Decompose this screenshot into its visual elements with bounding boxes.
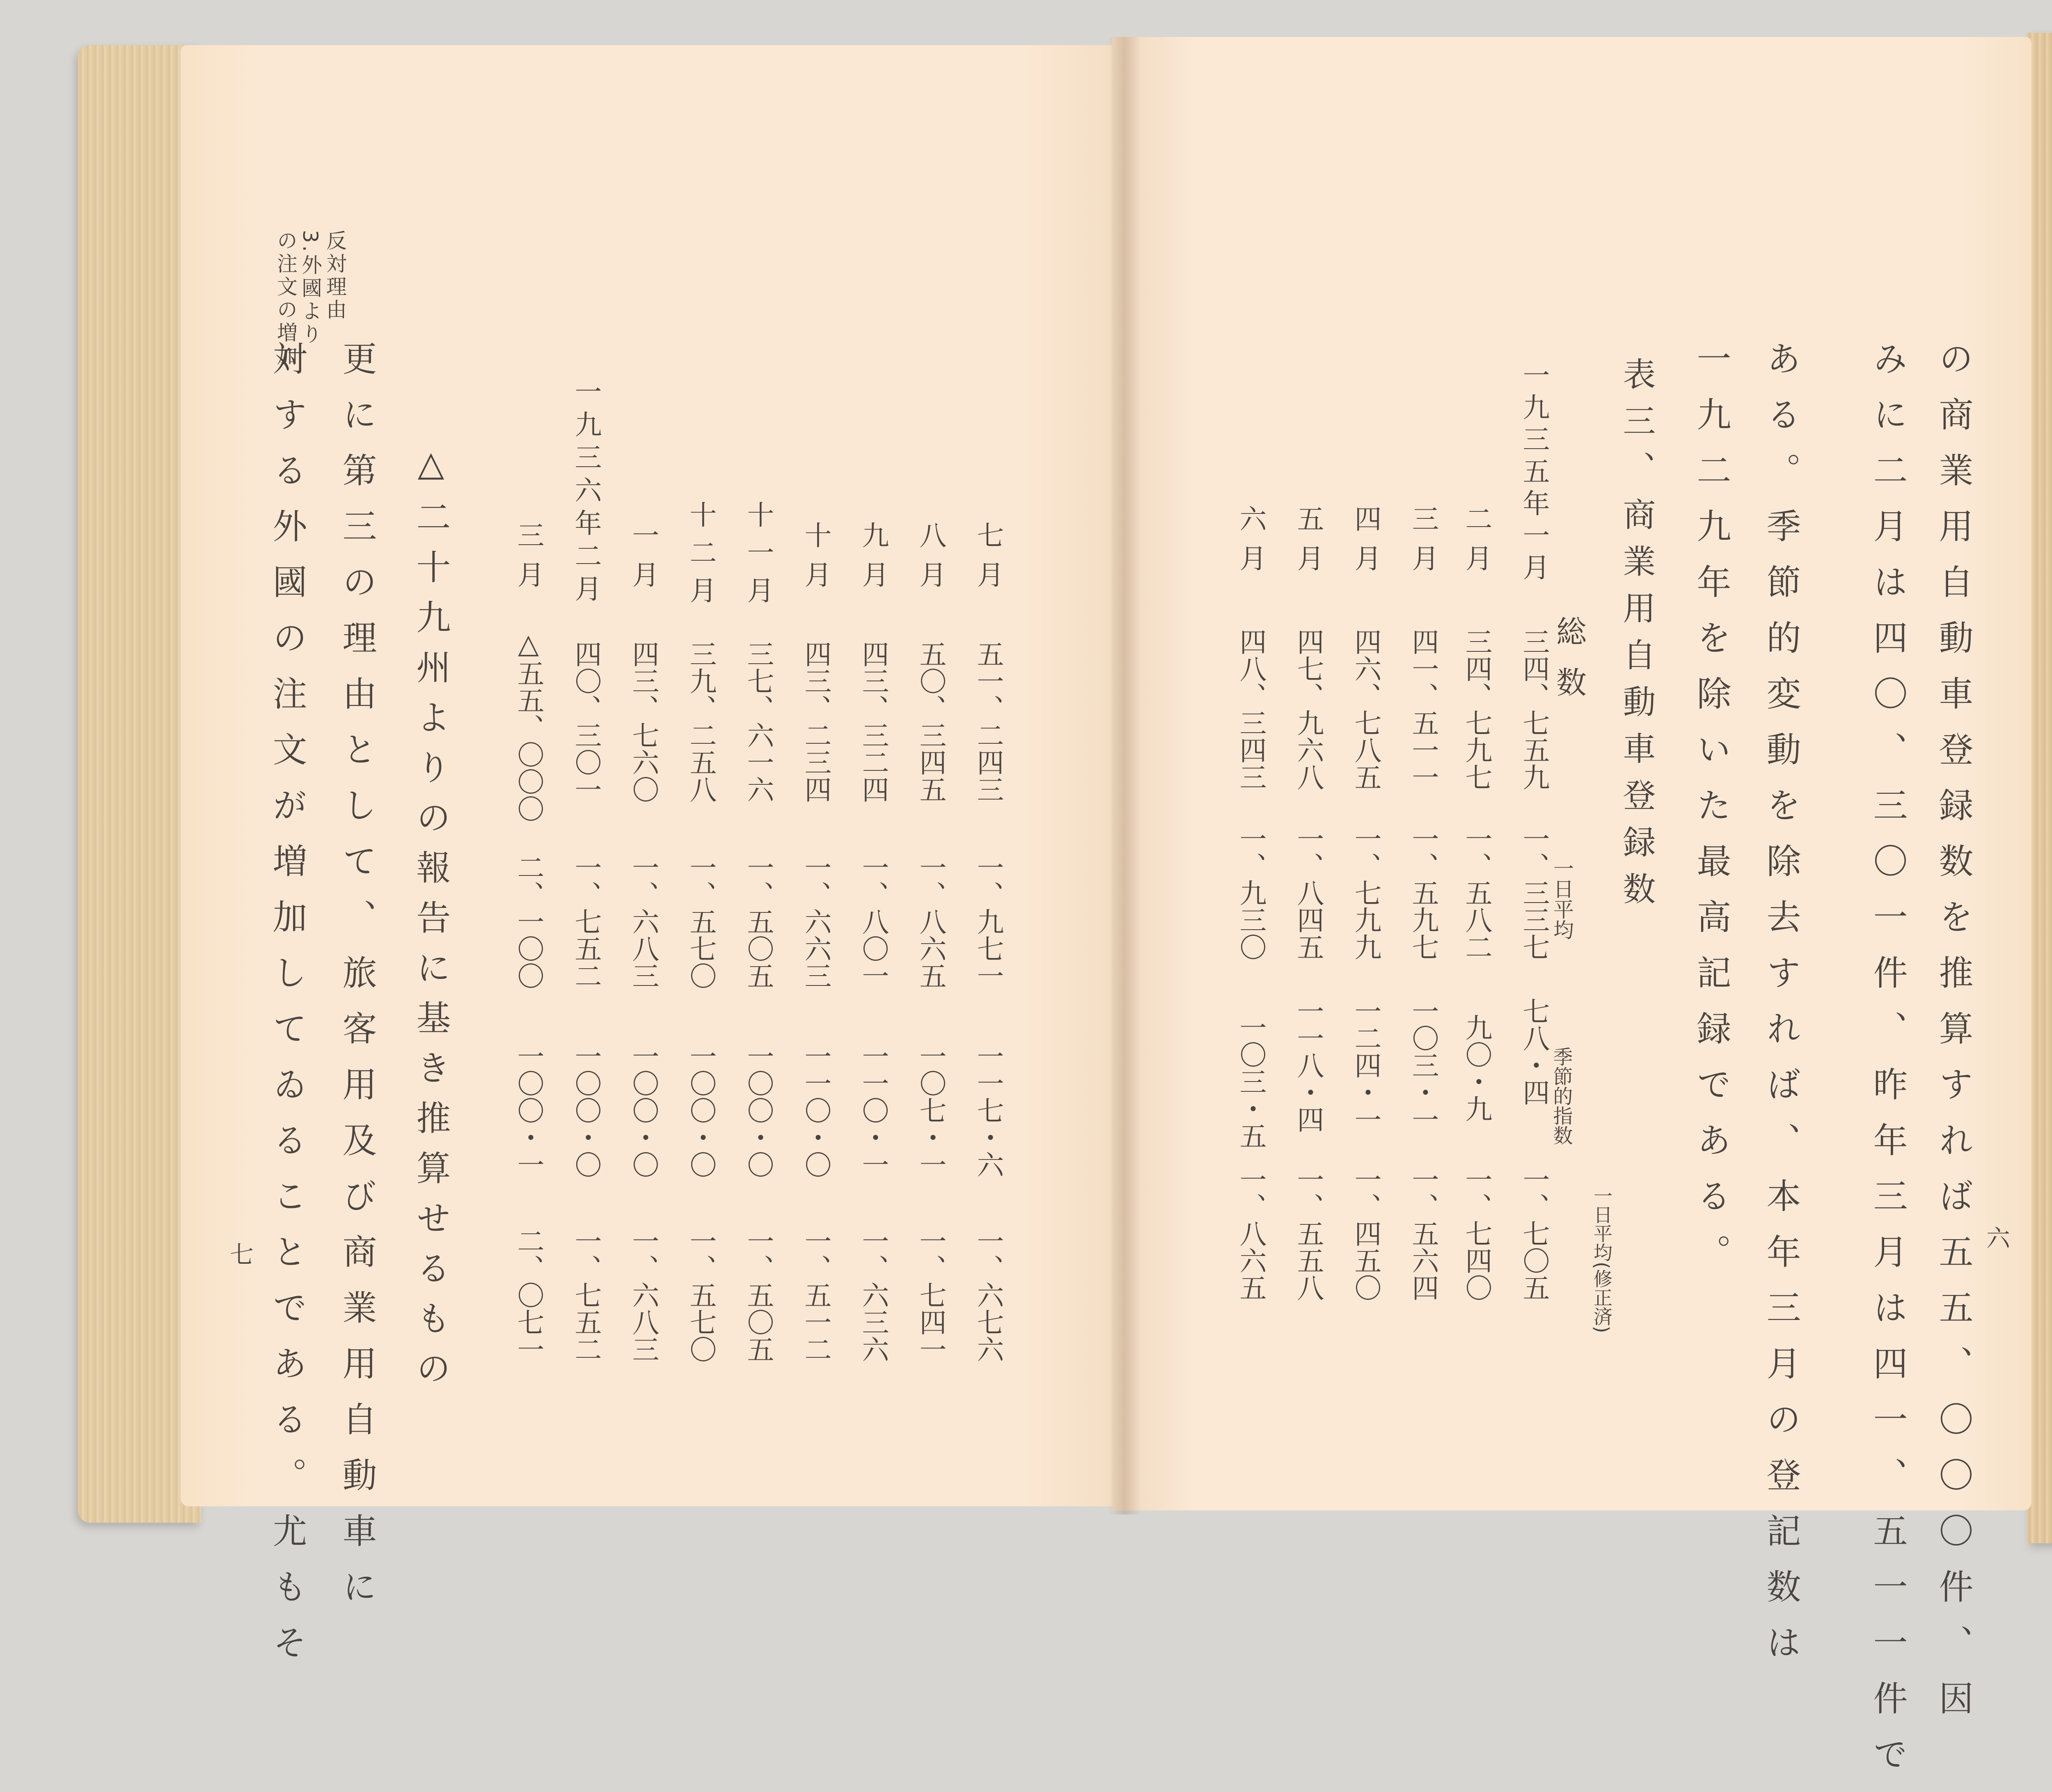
right-row-v2: 一、三三七 (1518, 825, 1550, 960)
left-body-line-1: 対する外國の注文が増加してゐることである。尤もそ (267, 341, 307, 1680)
margin-note-line-1: 反対理由 (323, 230, 347, 322)
left-row-v3: 一〇〇・〇 (570, 1043, 602, 1178)
right-row-v2: 一、五八二 (1461, 825, 1492, 960)
right-row-v1: 四一、五一一 (1407, 628, 1439, 791)
left-row-v3: 一〇〇・〇 (742, 1043, 774, 1178)
left-row-v2: 一、七五二 (570, 854, 602, 989)
left-row-v3: 一〇〇・〇 (685, 1043, 717, 1178)
right-row-v1: 三四、七九七 (1461, 628, 1492, 791)
margin-note-line-2: 3.外國より (298, 230, 322, 346)
table-title: 表三、商業用自動車登録数 (1617, 357, 1656, 919)
right-row-v4: 一、五五八 (1292, 1166, 1324, 1301)
column-header-adjusted-average: 一日平均(修正済) (1591, 1186, 1613, 1333)
right-row-v3: 一一八・四 (1292, 997, 1324, 1133)
left-row-v4: 一、六七六 (972, 1227, 1004, 1363)
left-row-month: 十二月 (685, 501, 717, 614)
right-row-v2: 一、九三〇 (1235, 825, 1266, 960)
right-row-v4: 一、七〇五 (1518, 1166, 1550, 1301)
margin-note-line-3: の注文の増加 (274, 230, 298, 368)
left-row-v3: 一〇〇・〇 (628, 1043, 659, 1178)
left-row-v3: 一一〇・〇 (800, 1043, 831, 1178)
right-row-v4: 一、五六四 (1407, 1166, 1439, 1301)
right-row-month: 五月 (1292, 505, 1324, 584)
left-row-v2: 一、六六三 (800, 854, 831, 989)
left-body-line-2: 更に第三の理由として、旅客用及び商業用自動車に (337, 341, 377, 1625)
left-page-number: 七 (230, 1241, 254, 1269)
right-row-v4: 一、七四〇 (1461, 1166, 1492, 1301)
left-row-v2: 一、六八三 (628, 854, 659, 989)
left-row-v1: 四三、三二四 (857, 640, 889, 803)
right-row-v1: 四八、三四三 (1235, 628, 1266, 791)
left-row-v3: 一〇〇・一 (513, 1043, 544, 1178)
left-row-month: 三月 (513, 521, 544, 600)
left-row-v2: 一、八六五 (915, 854, 946, 989)
right-row-month: 三月 (1407, 505, 1439, 584)
column-header-seasonal-index: 季節的指数 (1550, 1047, 1573, 1145)
left-row-v4: 一、七四一 (915, 1227, 946, 1363)
left-row-v1: 五一、二四三 (972, 640, 1004, 803)
left-row-v4: 一、五〇五 (742, 1227, 774, 1363)
right-row-month: 二月 (1461, 505, 1492, 584)
left-row-month: 八月 (915, 521, 946, 600)
book-gutter (1108, 37, 1141, 1515)
left-row-v1: 四〇、三〇一 (570, 640, 602, 803)
right-row-month: 六月 (1235, 505, 1266, 584)
right-body-line-4: 一九二九年を除いた最高記録である。 (1691, 341, 1731, 1290)
left-row-v1: 三九、二五八 (685, 640, 717, 803)
right-row-v4: 一、四五〇 (1350, 1166, 1381, 1301)
left-row-v4: 一、五一二 (800, 1227, 831, 1363)
left-row-v1: △五五、〇〇〇 (513, 628, 544, 822)
right-body-line-2: みに二月は四〇、三〇一件、昨年三月は四一、五一一件で (1868, 341, 1908, 1792)
left-row-month: 一月 (628, 521, 659, 600)
left-row-v2: 一、八〇一 (857, 854, 889, 989)
right-row-v3: 九〇・九 (1461, 1014, 1492, 1122)
right-row-v1: 三四、七五九 (1518, 628, 1550, 791)
column-header-total: 総数 (1551, 616, 1587, 717)
left-row-v2: 一、五〇五 (742, 854, 774, 989)
right-row-v1: 四六、七八五 (1350, 628, 1381, 791)
right-row-v2: 一、七九九 (1350, 825, 1381, 960)
left-row-v1: 四三、二三四 (800, 640, 831, 803)
left-row-month: 九月 (857, 521, 889, 600)
right-row-v3: 一〇三・五 (1235, 1014, 1266, 1149)
left-row-v4: 一、六八三 (628, 1227, 659, 1363)
right-row-v3: 一二四・一 (1350, 997, 1381, 1133)
left-row-month: 十月 (800, 521, 831, 600)
right-row-month: 一九三五年一月 (1518, 361, 1550, 585)
right-row-v2: 一、五九七 (1407, 825, 1439, 960)
right-row-v4: 一、八六五 (1235, 1166, 1266, 1301)
left-row-v3: 一一七・六 (972, 1043, 1004, 1178)
left-row-v4: 一、六三六 (857, 1227, 889, 1363)
left-row-v2: 二、一〇〇 (513, 854, 544, 989)
right-row-v2: 一、八四五 (1292, 825, 1324, 960)
left-row-v4: 一、五七〇 (685, 1227, 717, 1363)
left-row-v2: 一、九七一 (972, 854, 1004, 989)
right-page-number: 六 (1986, 1224, 2011, 1252)
left-row-v3: 一一〇・一 (857, 1043, 889, 1178)
column-header-daily-average: 一日平均 (1550, 858, 1574, 940)
left-row-v4: 二、〇七一 (513, 1227, 544, 1363)
left-row-v4: 一、七五二 (570, 1227, 602, 1363)
left-row-v1: 四三、七六〇 (628, 640, 659, 803)
right-row-v1: 四七、九六八 (1292, 628, 1324, 791)
left-body-line-3: △二十九州よりの報告に基き推算せるもの (411, 443, 451, 1400)
right-body-line-1: の商業用自動車登録数を推算すれば五五、〇〇〇件、因 (1933, 341, 1974, 1736)
left-row-v1: 五〇、三四五 (915, 640, 946, 803)
right-row-v3: 一〇三・一 (1407, 997, 1439, 1133)
left-row-v1: 三七、六一六 (742, 640, 774, 803)
right-row-month: 四月 (1350, 505, 1381, 584)
right-row-v3: 七八・四 (1518, 997, 1550, 1106)
left-row-month: 十一月 (742, 501, 774, 614)
left-row-v3: 一〇七・一 (915, 1043, 946, 1178)
right-body-line-3: ある。季節的変動を除去すれば、本年三月の登記数は (1761, 341, 1801, 1680)
left-row-month: 七月 (972, 521, 1004, 600)
left-row-v2: 一、五七〇 (685, 854, 717, 989)
left-row-month: 一九三六年二月 (570, 378, 602, 607)
